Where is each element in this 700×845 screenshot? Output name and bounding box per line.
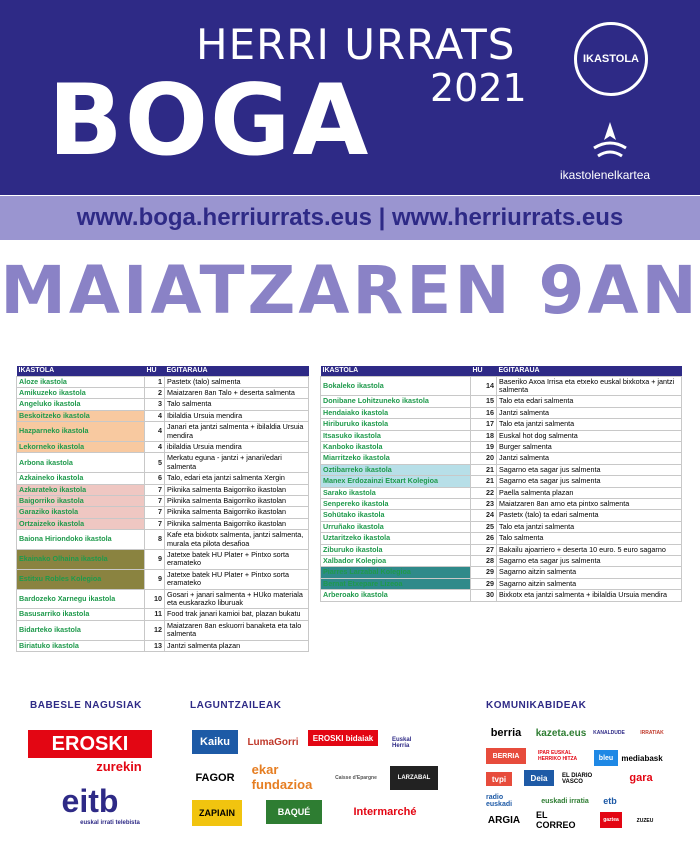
egitaraua-text: Sagarno eta sagar jus salmenta [497,476,682,487]
hu-number: 26 [471,533,497,544]
ikastola-name: Donibane Lohitzuneko ikastola [321,396,471,407]
hu-number: 7 [145,495,165,506]
ikastola-name: Ekainako Olhaina ikastola [17,550,145,570]
table-row [17,550,309,570]
eitb-logo: eitb [61,782,119,819]
ikastola-name: Arberoako ikastola [321,590,471,601]
hu-number: 18 [471,430,497,441]
egitaraua-text: Jantzi salmenta [497,407,682,418]
egitaraua-text: Burger salmenta [497,441,682,452]
table-row [321,441,682,452]
egitaraua-text: Maiatzaren 8an Talo + deserta salmenta [165,387,309,398]
egitaraua-text: ibilaldia Ursuia mendira [165,441,309,452]
babesle-title: BABESLE NAGUSIAK [30,700,142,711]
hu-number: 11 [145,609,165,620]
hu-number: 27 [471,544,497,555]
egitaraua-text: Jatetxe batek HU Plater + Pintxo sorta eramateko [165,550,309,570]
egitaraua-text: Sagarno aitzin salmenta [497,567,682,578]
url-bar[interactable]: www.boga.herriurrats.eus | www.herriurrats.eus [0,196,700,240]
hu-number: 9 [145,569,165,589]
hu-number: 7 [145,518,165,529]
hu-number: 20 [471,453,497,464]
egitaraua-text: Jatetxe batek HU Plater + Pintxo sorta eramateko [165,569,309,589]
table-row [321,464,682,475]
hu-number: 14 [471,376,497,396]
table-row [321,407,682,418]
egitaraua-text: Talo salmenta [165,399,309,410]
ikastola-name: Miarritzeko ikastola [321,453,471,464]
sponsor-logo: BAQUÉ [266,800,322,824]
table-row [17,589,309,609]
ikastola-name: Bernat Etxepare Lizeoa [321,578,471,589]
sponsor-logo: LARZABAL [390,766,438,790]
table-row [321,578,682,589]
egitaraua-text: Merkatu eguna - jantzi + janari/edari salmenta [165,453,309,473]
ikastolen-elkartea-icon [590,120,630,169]
table-row [321,396,682,407]
ikastola-name: Arbona ikastola [17,453,145,473]
table-row [321,430,682,441]
sponsor-logo: ZAPIAIN [192,800,242,826]
table-row [17,399,309,410]
egitaraua-text: Paella salmenta plazan [497,487,682,498]
hu-number: 19 [471,441,497,452]
ikastola-name: Azkarateko ikastola [17,484,145,495]
egitaraua-text: Sagarno eta sagar jus salmenta [497,464,682,475]
hu-number: 4 [145,410,165,421]
media-logo: etb [594,792,626,810]
ikastola-name: Piarres Larzabal Kolegioa [321,567,471,578]
table-row [17,422,309,442]
egitaraua-text: Euskal hot dog salmenta [497,430,682,441]
sponsor-logo: Caisse d'Epargne [330,766,382,790]
sponsor-logo: ekar fundazioa [251,762,313,792]
ikastola-name: Hiriburuko ikastola [321,419,471,430]
ikastola-name: Angeluko ikastola [17,399,145,410]
hu-number: 30 [471,590,497,601]
sponsor-logo: Kaiku [192,730,238,754]
table-row [321,590,682,601]
ikastola-name: Urruñako ikastola [321,521,471,532]
table-row [321,453,682,464]
ikastola-name: Biriatuko ikastola [17,640,145,651]
egitaraua-text: Piknika salmenta Baigorriko ikastolan [165,518,309,529]
egitaraua-text: Piknika salmenta Baigorriko ikastolan [165,507,309,518]
ikastola-name: Amikuzeko ikastola [17,387,145,398]
table-row [17,507,309,518]
ikastola-name: Basusarriko ikastola [17,609,145,620]
hu-number: 3 [145,399,165,410]
egitaraua-text: Piknika salmenta Baigorriko ikastolan [165,484,309,495]
ikastola-name: Baigorriko ikastola [17,495,145,506]
hu-number: 7 [145,484,165,495]
ikastola-name: Ortzaizeko ikastola [17,518,145,529]
sponsor-logo: EROSKI bidaiak [308,730,378,746]
egitaraua-text: Talo salmenta [497,533,682,544]
table-row [321,487,682,498]
egitaraua-text: Bakailu ajoarriero + deserta 10 euro. 5 euro sagarno [497,544,682,555]
table-row [17,620,309,640]
egitaraua-text: Baseriko Axoa Irrisa eta etxeko euskal bixkotxa + jantzi salmenta [497,376,682,396]
egitaraua-text: Ibilaldia Ursuia mendira [165,410,309,421]
egitaraua-text: Pastetx (talo) salmenta [165,376,309,387]
hu-number: 24 [471,510,497,521]
col-egitaraua: EGITARAUA [497,366,682,376]
boga-title: BOGA [48,64,371,178]
hu-number: 15 [471,396,497,407]
ikastola-name: Oztibarreko ikastola [321,464,471,475]
egitaraua-text: Sagarno aitzin salmenta [497,578,682,589]
herri-urrats-title: HERRI URRATS [196,20,516,69]
table-row [17,410,309,421]
media-logo: EL DIARIO VASCO [562,772,612,786]
egitaraua-text: Pastetx (talo) ta edari salmenta [497,510,682,521]
ikastola-name: Beskoitzeko ikastola [17,410,145,421]
hu-number: 29 [471,578,497,589]
media-logo: Deia [524,770,554,786]
table-row [321,533,682,544]
ikastola-name: Baiona Hiriondoko ikastola [17,530,145,550]
table-row [321,498,682,509]
ikastola-name: Sohütako ikastola [321,510,471,521]
hu-number: 21 [471,476,497,487]
table-row [17,518,309,529]
media-logo: BERRIA [486,748,526,764]
table-row [17,441,309,452]
table-row [17,453,309,473]
hu-number: 10 [145,589,165,609]
hu-number: 12 [145,620,165,640]
table-row [17,376,309,387]
ikastola-name: Garaziko ikastola [17,507,145,518]
ikastola-name: Sarako ikastola [321,487,471,498]
sponsor-logo: Intermarché [344,802,426,822]
media-logo: tvpi [486,772,512,786]
media-logo: kazeta.eus [538,724,584,742]
ikastola-name: Bokaleko ikastola [321,376,471,396]
schedule-table-right [320,366,682,602]
hu-number: 16 [471,407,497,418]
hu-number: 7 [145,507,165,518]
media-logo: gaztea [600,812,622,828]
table-row [321,376,682,396]
hu-number: 25 [471,521,497,532]
egitaraua-text: Jantzi salmenta [497,453,682,464]
hu-number: 6 [145,473,165,484]
media-logo: mediabask [622,750,662,766]
table-row [17,473,309,484]
table-row [321,419,682,430]
ikastola-name: Manex Erdozainzi Etxart Kolegioa [321,476,471,487]
ikastola-seal: IKASTOLA [574,22,648,96]
egitaraua-text: Jantzi salmenta plazan [165,640,309,651]
hu-number: 8 [145,530,165,550]
media-logo: radio euskadi [486,792,530,810]
ikastola-name: Kanboko ikastola [321,441,471,452]
schedule-table-left [16,366,309,652]
table-row [17,530,309,550]
media-logo: ZUZEU [630,812,660,830]
col-ikastola: IKASTOLA [17,366,145,376]
sponsor-logo: LumaGorri [248,730,298,754]
ikastola-name: Lekorneko ikastola [17,441,145,452]
egitaraua-text: Maiatzaren 8an eskuorri banaketa eta talo salmenta [165,620,309,640]
ikastola-name: Bidarteko ikastola [17,620,145,640]
hu-number: 5 [145,453,165,473]
egitaraua-text: Talo, edari eta jantzi salmenta Xergin [165,473,309,484]
egitaraua-text: Talo eta jantzi salmenta [497,419,682,430]
lagun-title: LAGUNTZAILEAK [190,700,282,711]
table-row [321,544,682,555]
ikastola-name: Hazparneko ikastola [17,422,145,442]
header-banner [0,0,700,195]
egitaraua-text: Talo eta edari salmenta [497,396,682,407]
ikastolen-elkartea-label: ikastolenelkartea [560,168,651,182]
col-hu: HU [145,366,165,376]
ikastola-name: Bardozeko Xarnegu ikastola [17,589,145,609]
hu-number: 13 [145,640,165,651]
table-row [321,510,682,521]
table-row [17,609,309,620]
table-row [321,556,682,567]
hu-number: 4 [145,441,165,452]
ikastola-name: Senpereko ikastola [321,498,471,509]
egitaraua-text: Janari eta jantzi salmenta + ibilaldia Ursuia mendira [165,422,309,442]
egitaraua-text: Bixkotx eta jantzi salmenta + ibilaldia Ursuia mendira [497,590,682,601]
eroski-logo: EROSKI [28,730,152,758]
col-ikastola: IKASTOLA [321,366,471,376]
ikastola-name: Aloze ikastola [17,376,145,387]
media-logo: bleu [594,750,618,766]
table-row [17,495,309,506]
col-egitaraua: EGITARAUA [165,366,309,376]
media-logo: IPAR EUSKAL HERRIKO HITZA [538,746,578,766]
media-logo: euskadi irratia [540,792,590,810]
ikastola-name: Uztaritzeko ikastola [321,533,471,544]
komun-title: KOMUNIKABIDEAK [486,700,587,711]
egitaraua-text: Sagarno eta sagar jus salmenta [497,556,682,567]
egitaraua-text: Piknika salmenta Baigorriko ikastolan [165,495,309,506]
egitaraua-text: Food trak janari kamioi bat, plazan bukatu [165,609,309,620]
table-row [17,484,309,495]
ikastola-name: Azkaineko ikastola [17,473,145,484]
date-title: MAIATZAREN 9AN [0,252,700,329]
eitb-sub: euskal irrati telebista [80,820,140,826]
table-row [321,567,682,578]
media-logo: KANALDUDE [596,722,622,744]
hu-number: 28 [471,556,497,567]
media-logo: IRRATIAK [636,722,668,744]
hu-number: 22 [471,487,497,498]
sponsor-logo: Euskal Herria [392,728,428,758]
hu-number: 17 [471,419,497,430]
table-row [321,521,682,532]
col-hu: HU [471,366,497,376]
egitaraua-text: Gosari + janari salmenta + HUko materiala eta euskarazko liburuak [165,589,309,609]
ikastola-name: Estitxu Robles Kolegioa [17,569,145,589]
hu-number: 29 [471,567,497,578]
ikastola-name: Xalbador Kolegioa [321,556,471,567]
media-logo: gara [622,770,660,786]
hu-number: 23 [471,498,497,509]
egitaraua-text: Talo eta jantzi salmenta [497,521,682,532]
eroski-sub: zurekin [96,758,142,774]
egitaraua-text: Kafe eta bixkotx salmenta, jantzi salmenta, murala eta pilota desafioa [165,530,309,550]
ikastola-name: Ziburuko ikastola [321,544,471,555]
egitaraua-text: Maiatzaren 8an arno eta pintxo salmenta [497,498,682,509]
media-logo: ARGIA [486,812,522,828]
table-row [17,640,309,651]
hu-number: 2 [145,387,165,398]
hu-number: 9 [145,550,165,570]
table-row [17,387,309,398]
table-row [321,476,682,487]
ikastola-name: Hendaiako ikastola [321,407,471,418]
hu-number: 21 [471,464,497,475]
media-logo: EL CORREO [536,812,586,828]
media-logo: berria [486,724,526,742]
hu-number: 4 [145,422,165,442]
table-row [17,569,309,589]
year-label: 2021 [430,66,527,110]
ikastola-name: Itsasuko ikastola [321,430,471,441]
hu-number: 1 [145,376,165,387]
sponsor-logo: FAGOR [192,768,238,788]
